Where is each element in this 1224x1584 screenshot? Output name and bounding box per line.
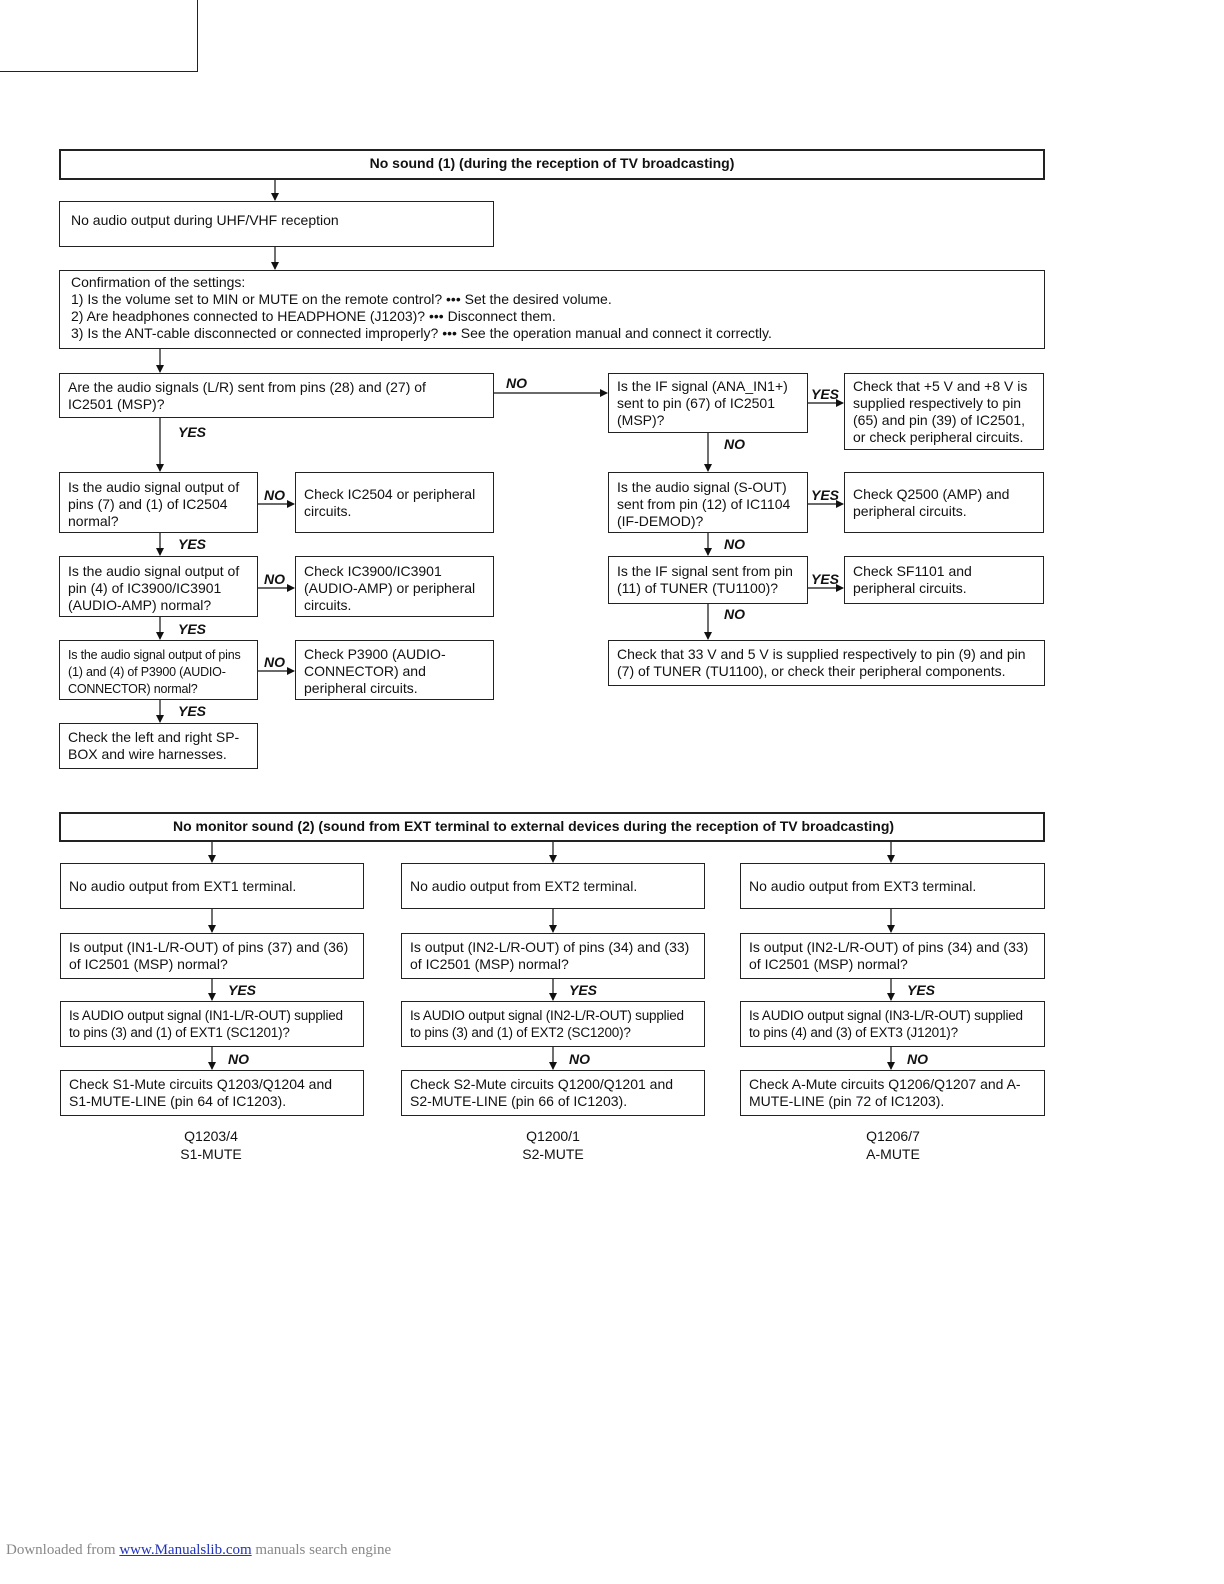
box-line: Is output (IN2-L/R-OUT) of pins (34) and (33) [749,939,1029,955]
box-line: (MSP)? [617,412,665,428]
box-line: peripheral circuits. [304,680,418,696]
section1-title: No sound (1) (during the reception of TV broadcasting) [59,149,1045,180]
box-line: to pins (3) and (1) of EXT2 (SC1200)? [410,1025,631,1040]
check-ic3900 [295,556,494,617]
box-line: Check that 33 V and 5 V is supplied respectively to pin (9) and pin [617,646,1026,662]
box-line: Check S2-Mute circuits Q1200/Q1201 and [410,1076,674,1092]
box-line: Check SF1101 and [853,563,972,579]
box-line: peripheral circuits. [853,580,967,596]
question-ext3-supplied [740,1001,1045,1047]
check-sp-box [59,723,258,769]
label-no: NO [228,1051,249,1067]
label-yes: YES [178,536,207,552]
box-line: Check IC2504 or peripheral [304,486,476,502]
box-line: normal? [68,513,119,529]
label-no: NO [506,375,527,391]
check-ic2504 [295,472,494,533]
box-text: No audio output during UHF/VHF reception [71,212,339,228]
label-yes: YES [228,982,257,998]
caption-a-mute [833,1127,953,1163]
check-sf1101 [844,556,1044,604]
box-line: CONNECTOR) and [304,663,426,679]
settings-line: 1) Is the volume set to MIN or MUTE on the remote control? ••• Set the desired volume. [71,291,612,307]
box-line: (1) and (4) of P3900 (AUDIO- [68,665,226,679]
label-no: NO [724,536,745,552]
box-line: (11) of TUNER (TU1100)? [617,580,779,596]
footer-prefix: Downloaded from [6,1542,116,1558]
box-line: S1-MUTE-LINE (pin 64 of IC1203). [69,1093,287,1109]
box-line: IC2501 (MSP)? [68,396,165,412]
box-line: sent to pin (67) of IC2501 [617,395,775,411]
box-line: Is output (IN2-L/R-OUT) of pins (34) and (33) [410,939,690,955]
start-no-audio-ext3 [740,863,1045,909]
check-supply-voltage [844,373,1044,450]
label-yes: YES [811,571,840,587]
label-yes: YES [178,621,207,637]
box-line: Check IC3900/IC3901 [304,563,442,579]
box-line: sent from pin (12) of IC1104 [617,496,791,512]
caption-line: Q1206/7 [866,1128,920,1144]
box-line: circuits. [304,503,352,519]
label-yes: YES [569,982,598,998]
caption-s1-mute [151,1127,271,1163]
box-line: Is AUDIO output signal (IN2-L/R-OUT) supplied [410,1008,684,1023]
box-line: of IC2501 (MSP) normal? [410,956,569,972]
settings-confirmation [59,270,1045,349]
box-line: Is the audio signal output of [68,563,240,579]
box-line: of IC2501 (MSP) normal? [749,956,908,972]
label-no: NO [264,571,285,587]
box-line: Is AUDIO output signal (IN1-L/R-OUT) supplied [69,1008,343,1023]
label-yes: YES [178,703,207,719]
footer-suffix: manuals search engine [255,1542,392,1558]
check-a-mute [740,1070,1045,1116]
box-line: supplied respectively to pin [853,395,1022,411]
check-s2-mute [401,1070,705,1116]
label-no: NO [724,436,745,452]
start-no-audio-ext2 [401,863,705,909]
question-ext3-msp-output [740,933,1045,979]
box-line: (65) and pin (39) of IC2501, [853,412,1025,428]
box-line: of IC2501 (MSP) normal? [69,956,228,972]
box-line: Check P3900 (AUDIO- [304,646,446,662]
question-msp-audio [59,373,494,418]
box-line: (AUDIO-AMP) or peripheral [304,580,476,596]
box-line: Check A-Mute circuits Q1206/Q1207 and A- [749,1076,1021,1092]
box-line: Check Q2500 (AMP) and [853,486,1010,502]
box-line: CONNECTOR) normal? [68,682,198,696]
section2-title: No monitor sound (2) (sound from EXT terminal to external devices during the reception of TV broadcasting) [59,812,1045,842]
box-line: Check the left and right SP- [68,729,240,745]
check-q2500 [844,472,1044,533]
box-line: pins (7) and (1) of IC2504 [68,496,228,512]
box-line: Check that +5 V and +8 V is [853,378,1028,394]
box-text: No audio output from EXT1 terminal. [69,878,297,894]
question-if-signal [608,373,808,433]
box-line: Is the IF signal sent from pin [617,563,793,579]
box-line: Is the audio signal (S-OUT) [617,479,787,495]
caption-s2-mute [493,1127,613,1163]
box-line: S2-MUTE-LINE (pin 66 of IC1203). [410,1093,628,1109]
manualslib-link[interactable]: www.Manualslib.com [119,1542,252,1558]
question-ic2504-output [59,472,258,533]
box-line: circuits. [304,597,352,613]
caption-line: A-MUTE [866,1146,920,1162]
box-line: Is output (IN1-L/R-OUT) of pins (37) and (36) [69,939,349,955]
box-line: to pins (3) and (1) of EXT1 (SC1201)? [69,1025,290,1040]
question-ext1-supplied [60,1001,364,1047]
box-line: Are the audio signals (L/R) sent from pins (28) and (27) of [68,379,426,395]
caption-line: S1-MUTE [180,1146,242,1162]
box-line: Is the audio signal output of pins [68,648,241,662]
box-line: Check S1-Mute circuits Q1203/Q1204 and [69,1076,333,1092]
box-line: (7) of TUNER (TU1100), or check their peripheral components. [617,663,1006,679]
label-yes: YES [178,424,207,440]
settings-line: 3) Is the ANT-cable disconnected or connected improperly? ••• See the operation manual and connect it correctly. [71,325,772,341]
caption-line: S2-MUTE [522,1146,584,1162]
label-no: NO [264,487,285,503]
box-text: No audio output from EXT3 terminal. [749,878,977,894]
label-no: NO [264,654,285,670]
box-line: pin (4) of IC3900/IC3901 [68,580,222,596]
box-line: Is AUDIO output signal (IN3-L/R-OUT) supplied [749,1008,1023,1023]
box-text: No audio output from EXT2 terminal. [410,878,638,894]
check-s1-mute [60,1070,364,1116]
check-p3900 [295,640,494,700]
question-ext2-msp-output [401,933,705,979]
box-line: MUTE-LINE (pin 72 of IC1203). [749,1093,945,1109]
label-no: NO [724,606,745,622]
box-line: Is the audio signal output of [68,479,240,495]
download-footer [6,1542,391,1559]
question-ext1-msp-output [60,933,364,979]
question-tuner-if-signal [608,556,808,604]
caption-line: Q1203/4 [184,1128,238,1144]
box-line: to pins (4) and (3) of EXT3 (J1201)? [749,1025,958,1040]
question-ext2-supplied [401,1001,705,1047]
label-yes: YES [811,487,840,503]
start-no-audio-uhf-vhf [59,201,494,247]
caption-line: Q1200/1 [526,1128,580,1144]
box-line: Is the IF signal (ANA_IN1+) [617,378,788,394]
label-yes: YES [907,982,936,998]
question-p3900-output [59,640,258,700]
box-line: BOX and wire harnesses. [68,746,227,762]
check-tuner-supply [608,640,1045,686]
start-no-audio-ext1 [60,863,364,909]
box-line: (IF-DEMOD)? [617,513,704,529]
box-line: peripheral circuits. [853,503,967,519]
label-no: NO [569,1051,590,1067]
question-sout-signal [608,472,808,533]
question-ic3900-output [59,556,258,617]
settings-line: 2) Are headphones connected to HEADPHONE (J1203)? ••• Disconnect them. [71,308,556,324]
label-no: NO [907,1051,928,1067]
label-yes: YES [811,386,840,402]
box-line: (AUDIO-AMP) normal? [68,597,212,613]
settings-line: Confirmation of the settings: [71,274,246,290]
box-line: or check peripheral circuits. [853,429,1024,445]
